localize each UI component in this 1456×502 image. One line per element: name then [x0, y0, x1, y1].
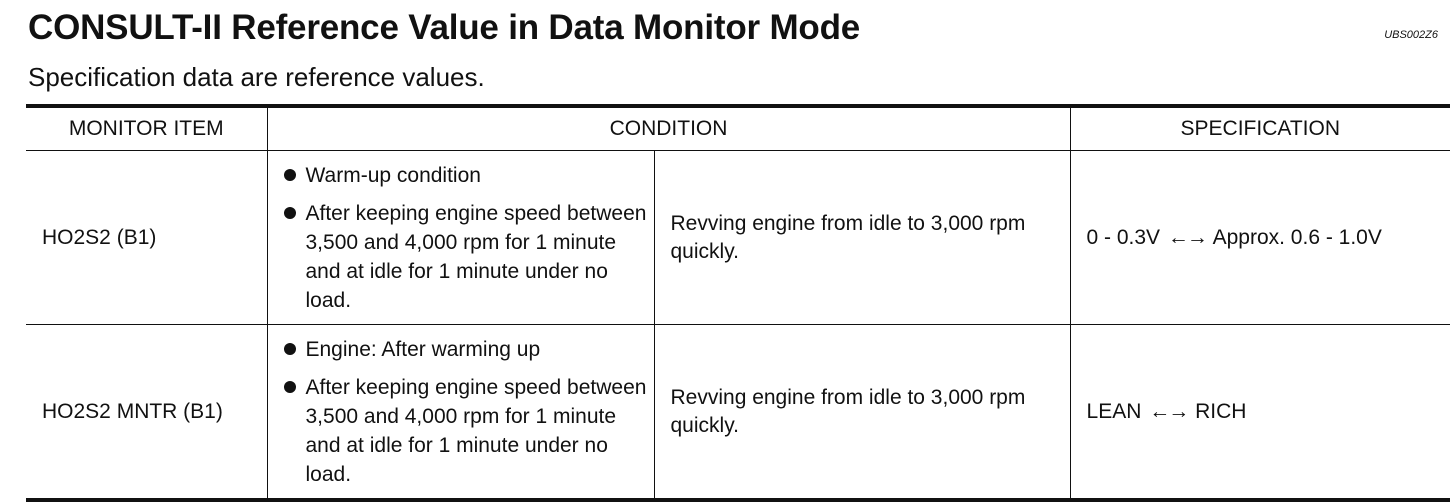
spec-left-value: LEAN: [1086, 399, 1142, 423]
condition-list: [282, 161, 648, 315]
test-condition-cell: Revving engine from idle to 3,000 rpm quickly.: [654, 151, 1070, 325]
double-arrow-icon: ←→: [1167, 225, 1206, 249]
spec-right-value: Approx. 0.6 - 1.0V: [1212, 225, 1382, 249]
table-row: [26, 325, 1450, 501]
spec-right-value: RICH: [1195, 399, 1247, 423]
list-item: After keeping engine speed between 3,500 and 4,000 rpm for 1 minute and at idle for 1 minute under no load.: [282, 199, 648, 315]
header-monitor-item: MONITOR ITEM: [26, 106, 267, 151]
document-code: UBS002Z6: [1384, 29, 1438, 41]
test-condition-cell: Revving engine from idle to 3,000 rpm quickly.: [654, 325, 1070, 501]
spec-left-value: 0 - 0.3V: [1086, 225, 1161, 249]
condition-list-cell: [267, 151, 654, 325]
condition-list: [282, 335, 648, 489]
header-condition: CONDITION: [267, 106, 1070, 151]
bullet-icon: [284, 169, 296, 181]
list-item: Engine: After warming up: [282, 335, 648, 364]
bullet-icon: [284, 381, 296, 393]
bullet-icon: [284, 343, 296, 355]
table-header-row: [26, 106, 1450, 151]
list-item: Warm-up condition: [282, 161, 648, 190]
bullet-icon: [284, 207, 296, 219]
specification-cell: [1070, 325, 1450, 501]
specification-cell: [1070, 151, 1450, 325]
list-item: After keeping engine speed between 3,500 and 4,000 rpm for 1 minute and at idle for 1 minute under no load.: [282, 373, 648, 489]
page-title: CONSULT-II Reference Value in Data Monitor Mode: [28, 8, 861, 47]
monitor-item-cell: HO2S2 MNTR (B1): [26, 325, 267, 501]
reference-value-table: [26, 104, 1450, 502]
page-subtitle: Specification data are reference values.: [28, 62, 485, 92]
double-arrow-icon: ←→: [1149, 399, 1188, 423]
table-row: [26, 151, 1450, 325]
header-specification: SPECIFICATION: [1070, 106, 1450, 151]
condition-list-cell: [267, 325, 654, 501]
monitor-item-cell: HO2S2 (B1): [26, 151, 267, 325]
